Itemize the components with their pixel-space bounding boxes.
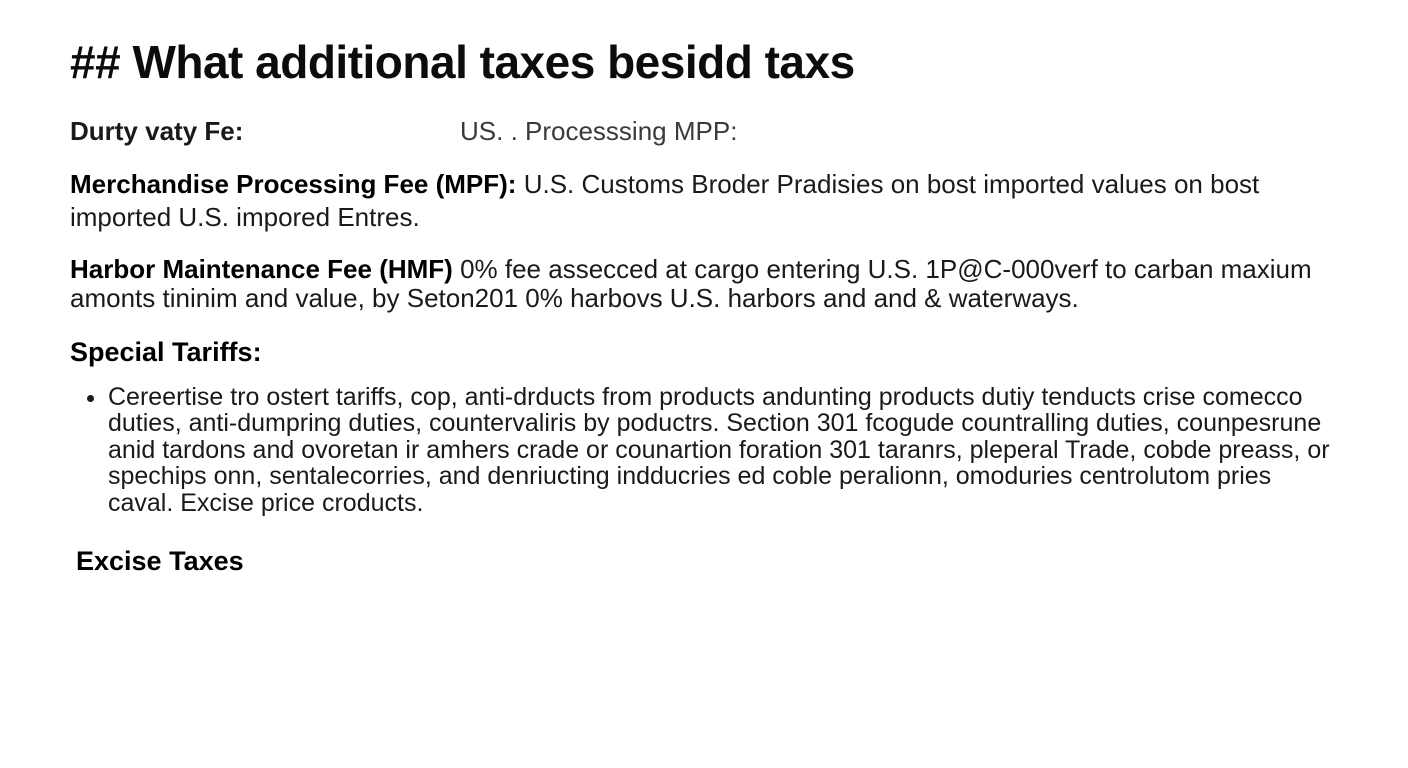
duty-fee-line	[70, 115, 1338, 148]
excise-taxes-heading: Excise Taxes	[76, 546, 244, 577]
special-tariffs-heading: Special Tariffs:	[70, 336, 262, 367]
list-item: • Cereertise tro ostert tariffs, cop, anti-drducts from products andunting products dutiy tenducts crise comecco duties, anti-dumpring duties, countervaliris by poductrs. Section 301 fcogude countralling duties, counpesrune anid tardons and ovoretan ir amhers crade or counartion foration 301 taranrs, pleperal Trade, cobde preass, or spechips onn, sentalecorries, and denriucting indducries ed coble peralionn, omoduries centrolutom pries caval. Excise price croducts.	[108, 384, 1338, 517]
special-tariffs-list	[70, 384, 1338, 517]
hmf-body: 0% fee assecced at cargo entering U.S. 1P@C-000verf to carban maxium amonts tininim and value, by Seton201 0% harbovs U.S. harbors and and & waterways.	[70, 253, 1312, 313]
mpf-paragraph	[70, 168, 1338, 235]
duty-fee-label: Durty vaty Fe:	[70, 115, 244, 146]
hmf-label: Harbor Maintenance Fee (HMF)	[70, 253, 453, 284]
mpf-label: Merchandise Processing Fee (MPF):	[70, 169, 517, 200]
mpf-body: U.S. Customs Broder Pradisies on bost imported values on bost imported U.S. impored Entres.	[70, 169, 1260, 233]
duty-fee-trailing: US. . Processsing MPP:	[460, 115, 738, 146]
hmf-paragraph	[70, 255, 1338, 313]
page-title: ## What additional taxes besidd taxs	[70, 36, 855, 88]
